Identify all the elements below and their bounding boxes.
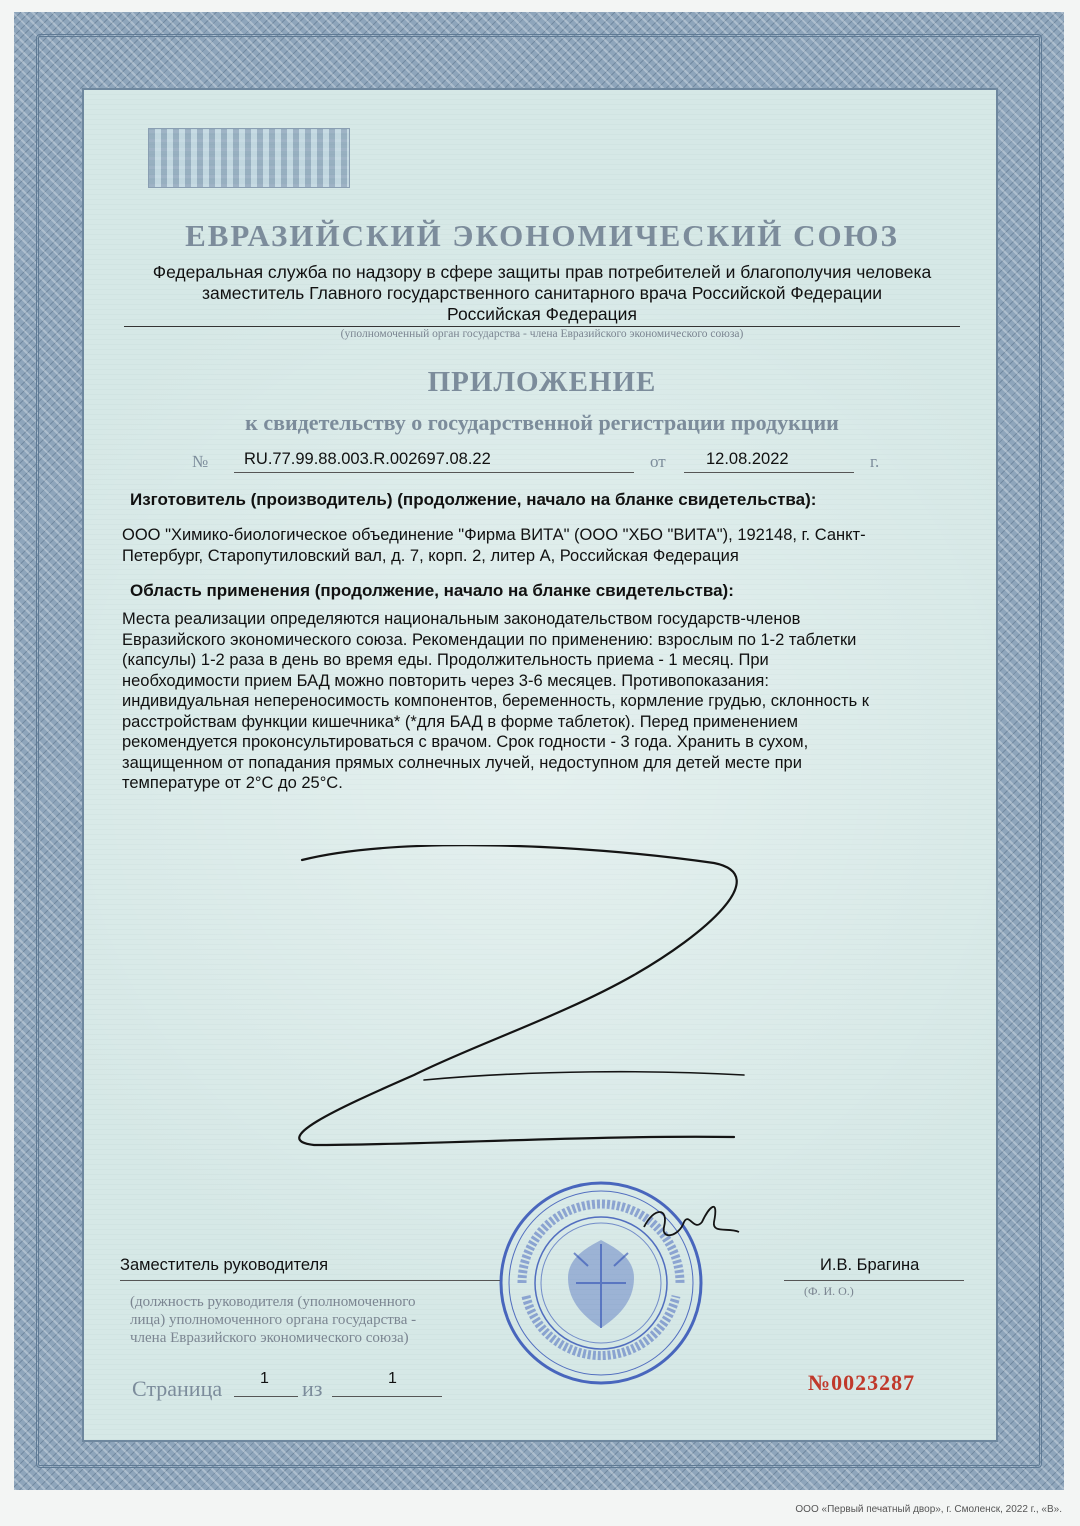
- scope-line: температуре от 2°С до 25°С.: [122, 774, 343, 792]
- scope-line: Евразийского экономического союза. Рекомендации по применению: взрослым по 1-2 таблетки: [122, 630, 857, 649]
- page-underline: [234, 1396, 298, 1397]
- certificate-sheet: [82, 88, 998, 1442]
- hologram-seal: [148, 128, 350, 188]
- scope-line: (капсулы) 1-2 раза в день во время еды. Продолжительность приема - 1 месяц. При: [122, 651, 769, 669]
- agency-line-3: Российская Федерация: [447, 304, 637, 324]
- union-title: ЕВРАЗИЙСКИЙ ЭКОНОМИЧЕСКИЙ СОЮЗ: [185, 218, 899, 253]
- manufacturer-line-1: ООО "Химико-биологическое объединение "Фирма ВИТА" (ООО "ХБО "ВИТА"), 192148, г. Санкт-: [122, 526, 866, 544]
- agency-caption: (уполномоченный орган государства - члена Евразийского экономического союза): [340, 328, 744, 340]
- form-number: №0023287: [808, 1370, 916, 1395]
- position-caption-line-1: (должность руководителя (уполномоченного: [130, 1294, 416, 1310]
- registration-year-suffix: г.: [870, 452, 880, 471]
- scope-text: [122, 609, 982, 794]
- scope-line: индивидуальная непереносимость компонентов, беременность, кормление грудью, склонность к: [122, 692, 870, 710]
- registration-number-underline: [234, 472, 634, 473]
- handwritten-signature: [634, 1192, 744, 1247]
- agency-underline: [124, 326, 960, 327]
- scope-line: Места реализации определяются национальным законодательством государств-членов: [122, 610, 801, 628]
- agency-line-1: Федеральная служба по надзору в сфере защиты прав потребителей и благополучия человека: [152, 262, 932, 282]
- position-caption-line-2: лица) уполномоченного органа государства -: [130, 1312, 417, 1328]
- position-underline: [120, 1280, 500, 1281]
- registration-date-label: от: [650, 452, 666, 471]
- manufacturer-line-2: Петербург, Старопутиловский вал, д. 7, корп. 2, литер А, Российская Федерация: [122, 547, 739, 565]
- agency-line-2: заместитель Главного государственного санитарного врача Российской Федерации: [201, 283, 883, 303]
- scope-line: расстройствам функции кишечника* (*для БАД в форме таблеток). Перед применением: [122, 712, 798, 731]
- manufacturer-heading: Изготовитель (производитель) (продолжение, начало на бланке свидетельства):: [130, 490, 817, 509]
- name-underline: [784, 1280, 964, 1281]
- registration-number-label: №: [192, 452, 209, 471]
- registration-date-underline: [684, 472, 854, 473]
- total-pages: 1: [388, 1370, 397, 1387]
- signatory-name: И.В. Брагина: [820, 1256, 920, 1274]
- document-subtitle: к свидетельству о государственной регистрации продукции: [245, 410, 839, 435]
- scope-line: рекомендуется проконсультироваться с врачом. Срок годности - 3 года. Хранить в сухом,: [122, 733, 809, 751]
- scope-line: защищенном от попадания прямых солнечных лучей, недоступном для детей месте при: [122, 753, 802, 772]
- name-caption: (Ф. И. О.): [804, 1284, 854, 1298]
- page-number: 1: [260, 1370, 269, 1387]
- page-label: Страница: [132, 1376, 223, 1401]
- of-label: из: [302, 1376, 323, 1401]
- z-strike-signature: [274, 845, 754, 1155]
- document-title: ПРИЛОЖЕНИЕ: [427, 366, 657, 398]
- scope-heading: Область применения (продолжение, начало на бланке свидетельства):: [130, 581, 734, 600]
- scope-line: необходимости прием БАД можно повторить через 3-6 месяцев. Противопоказания:: [122, 671, 769, 690]
- registration-number: RU.77.99.88.003.R.002697.08.22: [244, 450, 491, 468]
- signatory-position: Заместитель руководителя: [120, 1256, 329, 1274]
- registration-date: 12.08.2022: [706, 450, 789, 468]
- total-underline: [332, 1396, 442, 1397]
- position-caption-line-3: члена Евразийского экономического союза): [130, 1330, 409, 1346]
- printer-note: ООО «Первый печатный двор», г. Смоленск, 2022 г., «В».: [795, 1504, 1062, 1515]
